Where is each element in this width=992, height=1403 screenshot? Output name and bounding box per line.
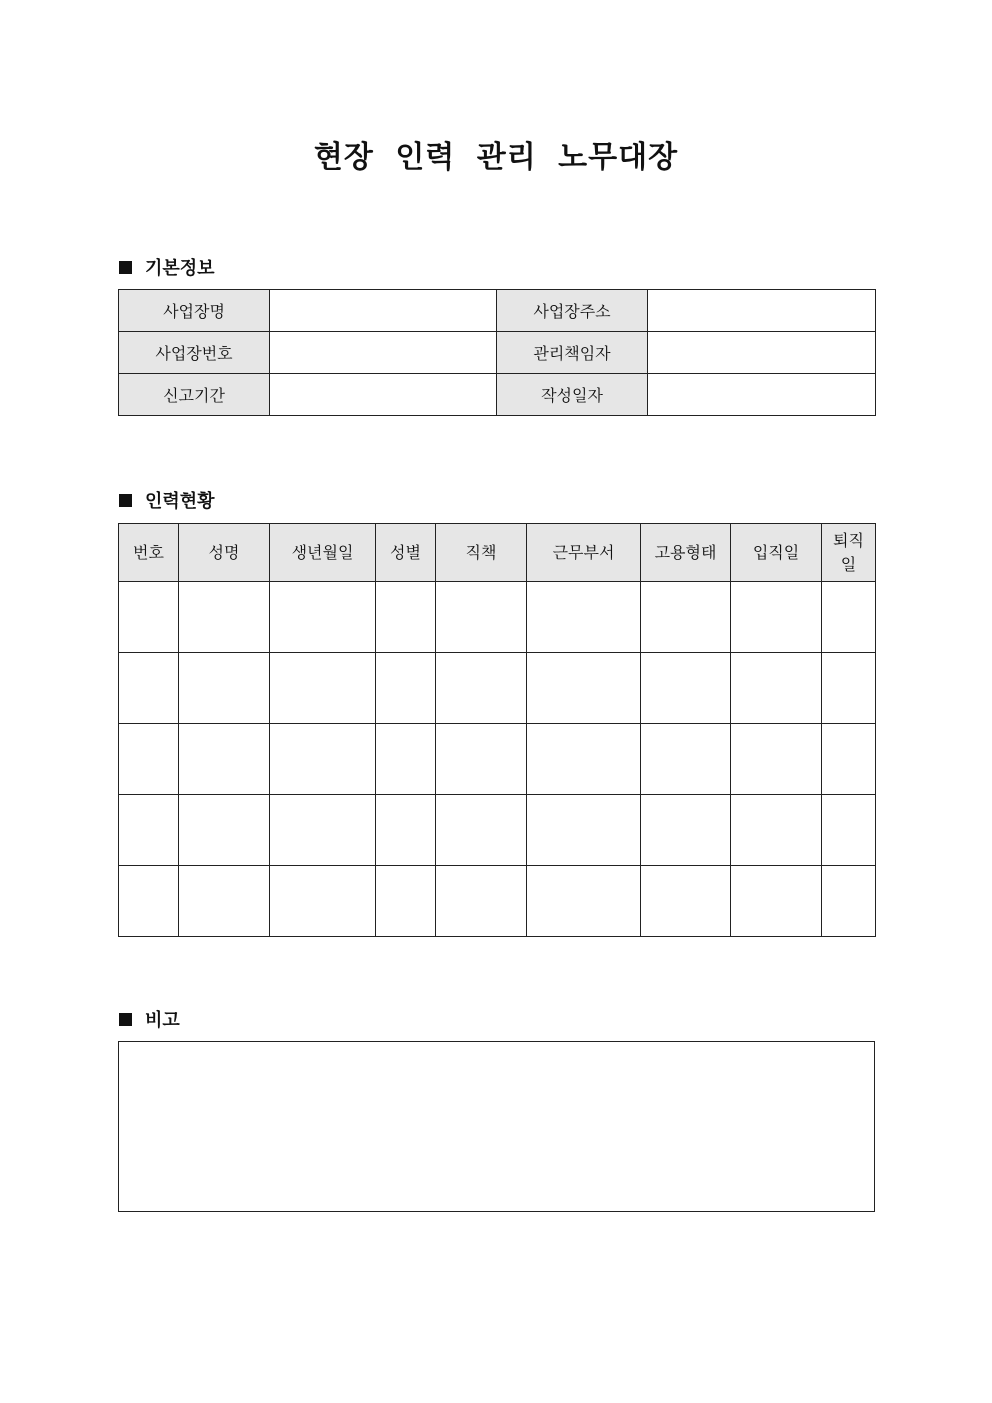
table-header-row [119,524,876,582]
written-date-label: 작성일자 [497,374,648,416]
written-date-field[interactable] [648,374,876,416]
report-period-field[interactable] [270,374,497,416]
table-cell[interactable] [119,582,179,653]
basic-info-heading-label: 기본정보 [145,258,215,279]
table-row [119,332,876,374]
manager-field[interactable] [648,332,876,374]
column-header: 퇴직일 [822,524,876,582]
table-cell[interactable] [376,866,436,937]
table-cell[interactable] [270,724,376,795]
column-header: 근무부서 [527,524,641,582]
table-cell[interactable] [731,724,822,795]
table-cell[interactable] [822,582,876,653]
column-header: 성명 [179,524,270,582]
business-number-field[interactable] [270,332,497,374]
column-header: 성별 [376,524,436,582]
table-cell[interactable] [376,795,436,866]
table-cell[interactable] [376,582,436,653]
table-cell[interactable] [527,866,641,937]
staff-table [118,523,876,937]
column-header: 고용형태 [641,524,731,582]
table-cell[interactable] [731,795,822,866]
table-cell[interactable] [270,582,376,653]
square-bullet-icon [119,494,132,507]
table-cell[interactable] [436,582,527,653]
square-bullet-icon [119,261,132,274]
business-name-label: 사업장명 [119,290,270,332]
business-number-label: 사업장번호 [119,332,270,374]
table-cell[interactable] [119,795,179,866]
table-cell[interactable] [731,866,822,937]
remarks-box[interactable] [118,1041,875,1212]
table-cell[interactable] [436,866,527,937]
remarks-heading [119,1006,180,1032]
square-bullet-icon [119,1013,132,1026]
table-cell[interactable] [179,582,270,653]
table-cell[interactable] [179,653,270,724]
table-cell[interactable] [822,724,876,795]
table-cell[interactable] [527,653,641,724]
basic-info-table [118,289,876,416]
page-title: 현장 인력 관리 노무대장 [313,140,679,175]
table-cell[interactable] [641,653,731,724]
basic-info-heading [119,254,215,280]
table-cell[interactable] [527,795,641,866]
table-cell[interactable] [270,866,376,937]
table-cell[interactable] [376,724,436,795]
staff-heading [119,487,215,513]
table-cell[interactable] [270,795,376,866]
table-cell[interactable] [822,795,876,866]
staff-heading-label: 인력현황 [145,491,215,512]
table-cell[interactable] [641,724,731,795]
table-row [119,724,876,795]
table-cell[interactable] [641,795,731,866]
table-cell[interactable] [179,795,270,866]
table-cell[interactable] [179,866,270,937]
table-row [119,653,876,724]
table-cell[interactable] [436,795,527,866]
table-cell[interactable] [527,724,641,795]
table-cell[interactable] [731,582,822,653]
table-cell[interactable] [731,653,822,724]
column-header: 생년월일 [270,524,376,582]
table-cell[interactable] [436,724,527,795]
table-cell[interactable] [527,582,641,653]
table-cell[interactable] [641,866,731,937]
column-header: 입직일 [731,524,822,582]
table-row [119,795,876,866]
table-cell[interactable] [119,653,179,724]
business-address-label: 사업장주소 [497,290,648,332]
manager-label: 관리책임자 [497,332,648,374]
table-row [119,582,876,653]
table-row [119,290,876,332]
column-header: 번호 [119,524,179,582]
remarks-heading-label: 비고 [145,1010,180,1031]
table-cell[interactable] [376,653,436,724]
table-row [119,866,876,937]
column-header: 직책 [436,524,527,582]
table-cell[interactable] [270,653,376,724]
business-name-field[interactable] [270,290,497,332]
table-cell[interactable] [436,653,527,724]
business-address-field[interactable] [648,290,876,332]
table-cell[interactable] [119,866,179,937]
table-cell[interactable] [179,724,270,795]
table-cell[interactable] [822,653,876,724]
table-cell[interactable] [119,724,179,795]
report-period-label: 신고기간 [119,374,270,416]
table-cell[interactable] [641,582,731,653]
table-row [119,374,876,416]
table-cell[interactable] [822,866,876,937]
